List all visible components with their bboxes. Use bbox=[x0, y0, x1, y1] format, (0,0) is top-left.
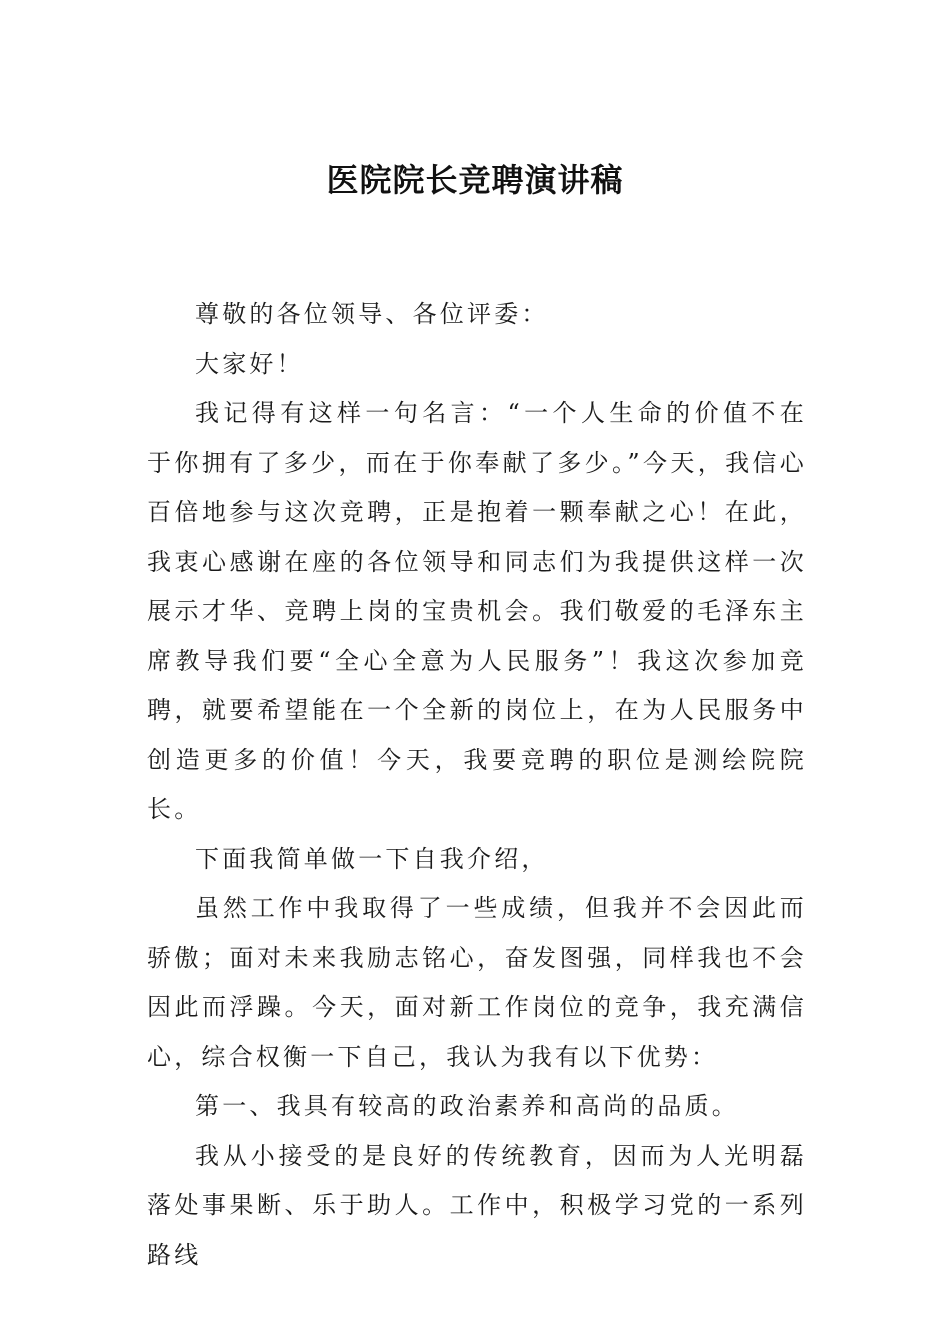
body-paragraph: 下面我简单做一下自我介绍， bbox=[195, 844, 549, 873]
body-paragraph: 我从小接受的是良好的传统教育，因而为人光明磊落处事果断、乐于助人。工作中，积极学习党的一系列路线 bbox=[147, 1141, 807, 1269]
document-title: 医院院长竞聘演讲稿 bbox=[326, 161, 624, 199]
greeting-paragraph: 大家好！ bbox=[195, 349, 304, 378]
body-paragraph: 我记得有这样一句名言：“一个人生命的价值不在于你拥有了多少，而在于你奉献了多少。”今天，我信心百倍地参与这次竞聘，正是抱着一颗奉献之心！在此，我衷心感谢在座的各位领导和同志们为我提供这样一次展示才华、竞聘上岗的宝贵机会。我们敬爱的毛泽东主席教导我们要“全心全意为人民服务”！我这次参加竞聘，就要希望能在一个全新的岗位上，在为人民服务中创造更多的价值！今天，我要竞聘的职位是测绘院院长。 bbox=[147, 399, 807, 823]
document-body bbox=[147, 290, 807, 1280]
body-paragraph: 虽然工作中我取得了一些成绩，但我并不会因此而骄傲；面对未来我励志铭心，奋发图强，同样我也不会因此而浮躁。今天，面对新工作岗位的竞争，我充满信心，综合权衡一下自己，我认为我有以下优势： bbox=[147, 894, 807, 1071]
salutation-paragraph: 尊敬的各位领导、各位评委： bbox=[195, 300, 549, 328]
body-paragraph: 第一、我具有较高的政治素养和高尚的品质。 bbox=[195, 1092, 739, 1120]
